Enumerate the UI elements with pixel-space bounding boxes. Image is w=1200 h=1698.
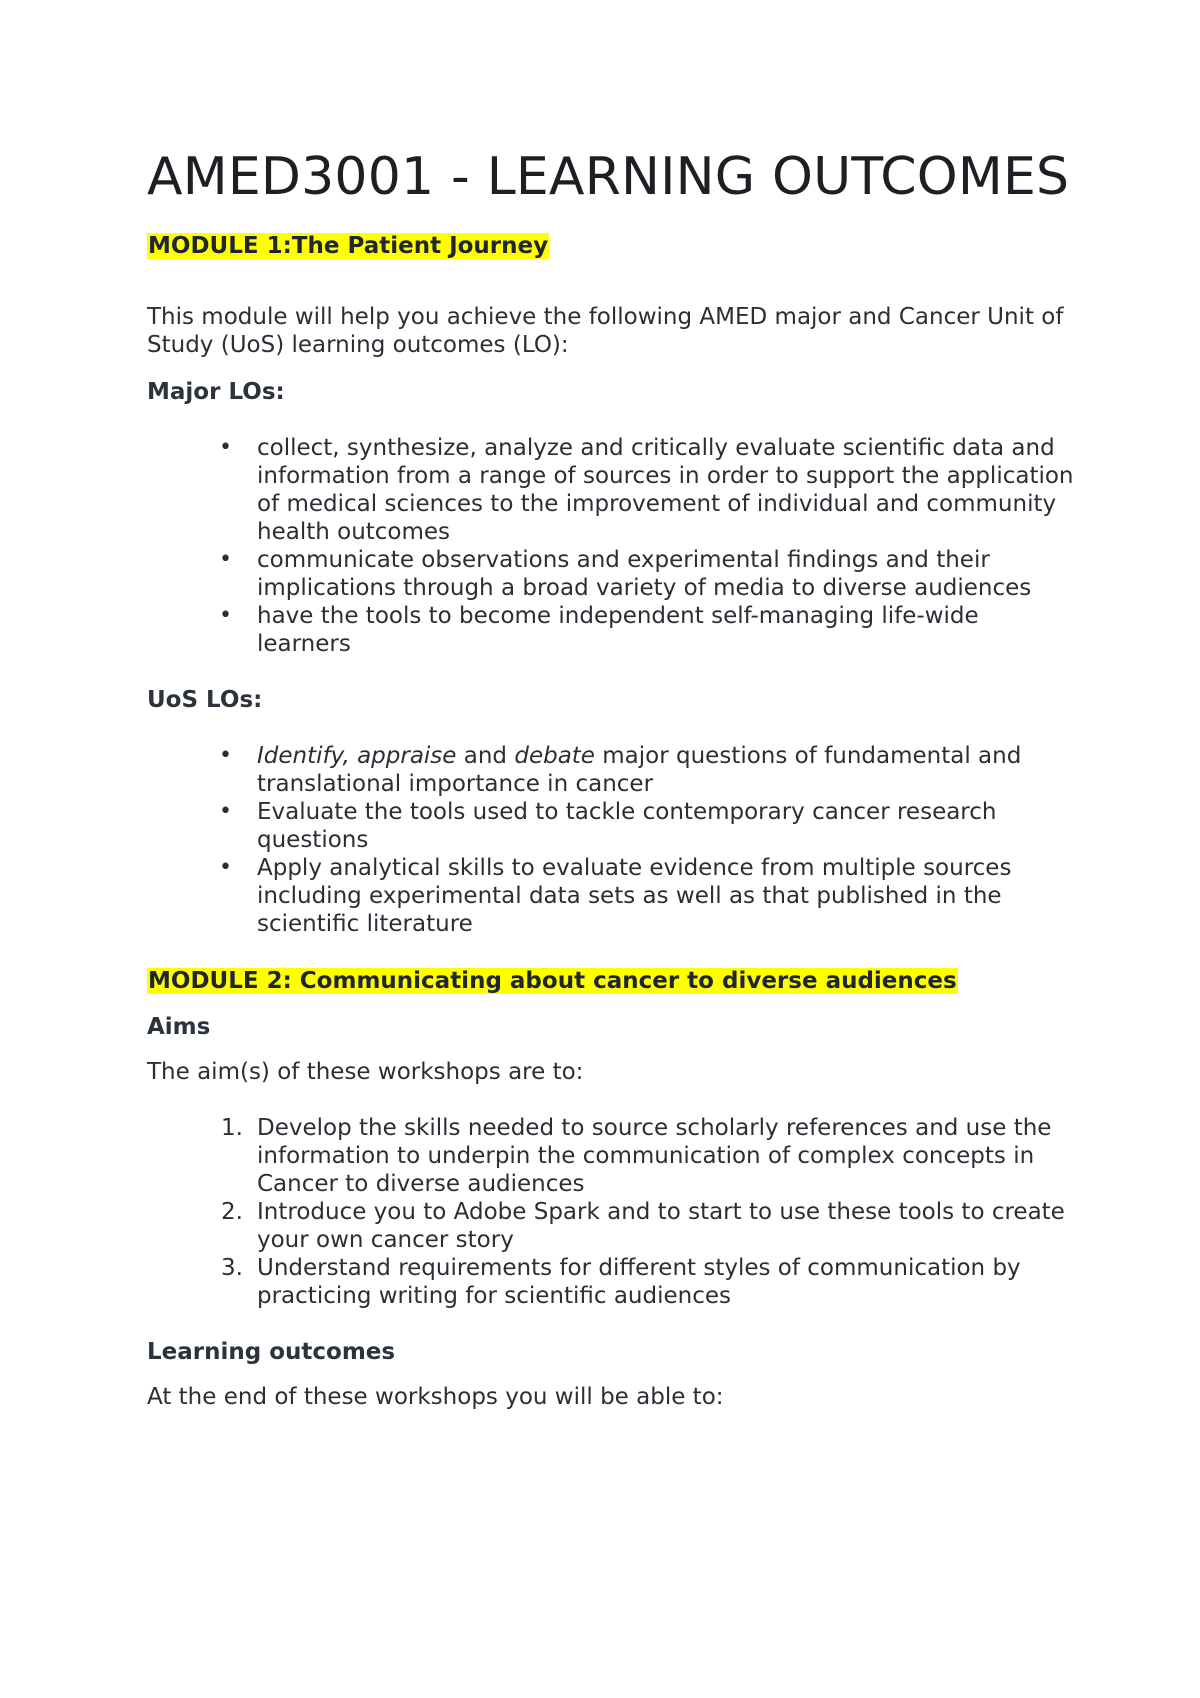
- bullet-icon: •: [219, 435, 232, 460]
- aims-intro: The aim(s) of these workshops are to:: [147, 1059, 584, 1085]
- list-item-text: Evaluate the tools used to tackle contemporary cancer research questions: [257, 799, 997, 853]
- list-item: [147, 742, 1077, 798]
- learning-outcomes-heading: Learning outcomes: [147, 1339, 396, 1365]
- aims-list: [147, 1114, 1077, 1310]
- list-item-text: major questions of fundamental and translational importance in cancer: [257, 743, 1022, 797]
- list-item: [147, 1254, 1077, 1310]
- module-1-intro: This module will help you achieve the following AMED major and Cancer Unit of Study (UoS) learning outcomes (LO):: [147, 304, 1064, 358]
- module-1-heading-text: MODULE 1:The Patient Journey: [148, 233, 549, 259]
- list-item: [147, 434, 1077, 546]
- list-item-text: collect, synthesize, analyze and critically evaluate scientific data and information from a range of sources in order to support the application of medical sciences to the improvement of individual and community health outcomes: [257, 435, 1074, 545]
- list-number: 1.: [221, 1115, 243, 1141]
- list-item: [147, 854, 1077, 938]
- list-item-text: Introduce you to Adobe Spark and to start to use these tools to create your own cancer story: [257, 1199, 1065, 1253]
- bullet-icon: •: [219, 799, 232, 824]
- list-item-text: Develop the skills needed to source scholarly references and use the information to underpin the communication of complex concepts in Cancer to diverse audiences: [257, 1115, 1052, 1197]
- list-number: 3.: [221, 1255, 243, 1281]
- list-item-text: Apply analytical skills to evaluate evidence from multiple sources including experimental data sets as well as that published in the scientific literature: [257, 855, 1012, 937]
- list-item-italic-text: Identify, appraise: [257, 743, 457, 769]
- bullet-icon: •: [219, 743, 232, 768]
- module-2-heading-text: MODULE 2: Communicating about cancer to diverse audiences: [148, 968, 957, 994]
- list-item-italic-text: debate: [514, 743, 595, 769]
- major-los-heading: Major LOs:: [147, 379, 285, 405]
- list-item-text: communicate observations and experimental findings and their implications through a broad variety of media to diverse audiences: [257, 547, 1032, 601]
- module-1-heading: [147, 231, 1077, 261]
- list-item: [147, 546, 1077, 602]
- bullet-icon: •: [219, 603, 232, 628]
- module-2-heading: [147, 966, 1077, 996]
- list-item: [147, 1114, 1077, 1198]
- learning-outcomes-intro: At the end of these workshops you will be able to:: [147, 1384, 724, 1410]
- list-item: [147, 1198, 1077, 1254]
- list-item-text: and: [456, 743, 515, 769]
- bullet-icon: •: [219, 547, 232, 572]
- bullet-icon: •: [219, 855, 232, 880]
- list-item: [147, 602, 1077, 658]
- list-number: 2.: [221, 1199, 243, 1225]
- major-los-list: [147, 434, 1077, 658]
- uos-los-heading: UoS LOs:: [147, 687, 263, 713]
- document-title: AMED3001 - LEARNING OUTCOMES: [147, 147, 1070, 207]
- document-content: [147, 146, 1077, 1411]
- list-item-text: have the tools to become independent self-managing life-wide learners: [257, 603, 979, 657]
- list-item: [147, 798, 1077, 854]
- list-item-text: Understand requirements for different styles of communication by practicing writing for scientific audiences: [257, 1255, 1021, 1309]
- aims-heading: Aims: [147, 1014, 211, 1040]
- uos-los-list: [147, 742, 1077, 938]
